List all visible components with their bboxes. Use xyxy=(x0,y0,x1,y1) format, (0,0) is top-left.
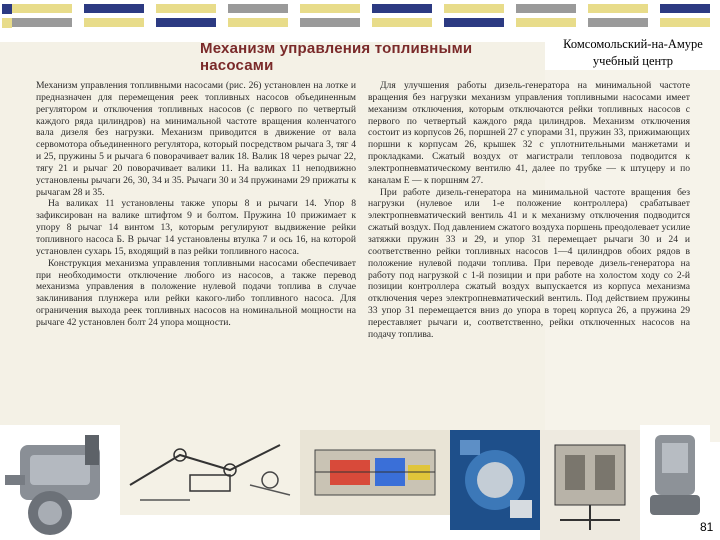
deco-square xyxy=(2,4,12,14)
deco-bar xyxy=(660,18,710,27)
section-drawing-icon xyxy=(300,430,450,515)
deco-bar xyxy=(156,4,216,13)
deco-bar xyxy=(300,18,360,27)
paragraph: При работе дизель-генератора на минимальной частоте вращения без нагрузки (нулевое или 1-е положение контроллера) срабатывает электропневматический вентиль 41 и к механизму отключения подводится сжатый воздух. Под давлением сжатого воздуха поршень преодолевает усилие затяжки пружин 33 и 29, и упор 31 перемещает рычаги 30 и 24 и соответственно рейки топливных насосов 1—4 цилиндров обоих рядов в положение нулевой подачи топлива. При переводе дизель-генератора на работу под нагрузкой с 1-й позиции и при работе на холостом ходу со 2-й позиции контроллера сжатый воздух выпускается из корпуса механизма отключения через электропневматический вентиль. Под действием пружины 33 упор 31 перемещается вниз до упора в торец корпуса 26, а пружина 29 переставляет рычаги и, соответственно, рейки отключенных насосов на подачу топлива. xyxy=(368,186,690,340)
deco-bar xyxy=(444,18,504,27)
fuel-pump-photo-icon xyxy=(0,425,120,540)
paragraph: Механизм управления топливными насосами (рис. 26) установлен на лотке и предназначен для перемещения реек топливных насосов объединенным регулятором и отключения топливных насосов (с первого по четвертый каждого ряда цилиндров) на минимальной частоте вращения коленчатого вала дизеля без нагрузки. Механизм приводится в движение от вала сервомотора объединенного регулятора, который посредством рычага 3, тяг 4 и 25, пружины 5 и рычага 6 поворачивает валик 18. Валик 18 через рычаг 22, тягу 21 и рычаг 20 поворачивает валики 11. На валиках 11 неподвижно установлены рычаги 26, 30, 34 и 35. Рычаги 30 и 34 пружинами 29 прижаты к рычагам 28 и 35. xyxy=(36,80,356,198)
document-title: Механизм управления топливными насосами xyxy=(200,40,473,74)
deco-bar xyxy=(300,4,360,13)
assembly-drawing-icon xyxy=(540,430,640,540)
deco-bar xyxy=(588,4,648,13)
deco-bar xyxy=(228,4,288,13)
institute-label xyxy=(548,36,718,70)
figures-strip xyxy=(0,425,720,540)
deco-bar xyxy=(372,18,432,27)
deco-bar xyxy=(12,4,72,13)
page-number: 81 xyxy=(700,520,714,534)
cutaway-photo-icon xyxy=(450,430,540,530)
text-column-right xyxy=(368,80,690,341)
deco-bar xyxy=(444,4,504,13)
paragraph: Для улучшения работы дизель-генератора на минимальной частоте вращения без нагрузки механизм управления топливными насосами имеет механизм отключения, которым отключаются рейки топливных насосов с первого по четвертый каждого ряда цилиндров. Механизм отключения состоит из корпусов 26, поршней 27 с упорами 31, пружин 33, прижимающих поршни к корпусам 26, крышек 32 с уплотнительными манжетами и прокладками. Сжатый воздух от магистрали тепловоза подводится к электропневматическому вентилю 41, далее по трубке — к штуцеру и по каналам Е — к поршням 27. xyxy=(368,80,690,186)
deco-bar xyxy=(588,18,648,27)
text-column-left xyxy=(36,80,356,329)
deco-bar xyxy=(660,4,710,13)
deco-bar xyxy=(156,18,216,27)
top-decoration xyxy=(0,0,720,40)
paragraph: Конструкция механизма управления топливными насосами обеспечивает при необходимости отключение любого из насосов, а также перевод механизма управления в положение нулевой подачи топлива в случае заклинивания плунжера или рейки какого-либо топливного насоса. Для ограничения выхода реек топливных насосов на номинальной мощности на рычаге 42 установлен болт 24 упора мощности. xyxy=(36,257,356,328)
deco-bar xyxy=(84,4,144,13)
institute-line-1: Комсомольский-на-Амуре xyxy=(563,37,703,51)
institute-line-2: учебный центр xyxy=(592,54,674,68)
deco-bar xyxy=(12,18,72,27)
paragraph: На валиках 11 установлены также упоры 8 и рычаги 14. Упор 8 зафиксирован на валике штифтом 9 и болтом. Пружина 10 прижимает к упору 8 рычаг 14 винтом 13, которым регулируют выдвижение рейки топливного насоса Б. В рычаг 14 установлены втулка 7 и ось 16, на которой установлен сухарь 15, входящий в паз рейки топливного насоса. xyxy=(36,198,356,257)
deco-square xyxy=(2,18,12,28)
deco-bar xyxy=(372,4,432,13)
deco-bar xyxy=(516,18,576,27)
pump-unit-photo-icon xyxy=(640,425,710,525)
deco-bar xyxy=(516,4,576,13)
mechanism-diagram-icon xyxy=(120,425,300,515)
deco-bar xyxy=(228,18,288,27)
deco-bar xyxy=(84,18,144,27)
